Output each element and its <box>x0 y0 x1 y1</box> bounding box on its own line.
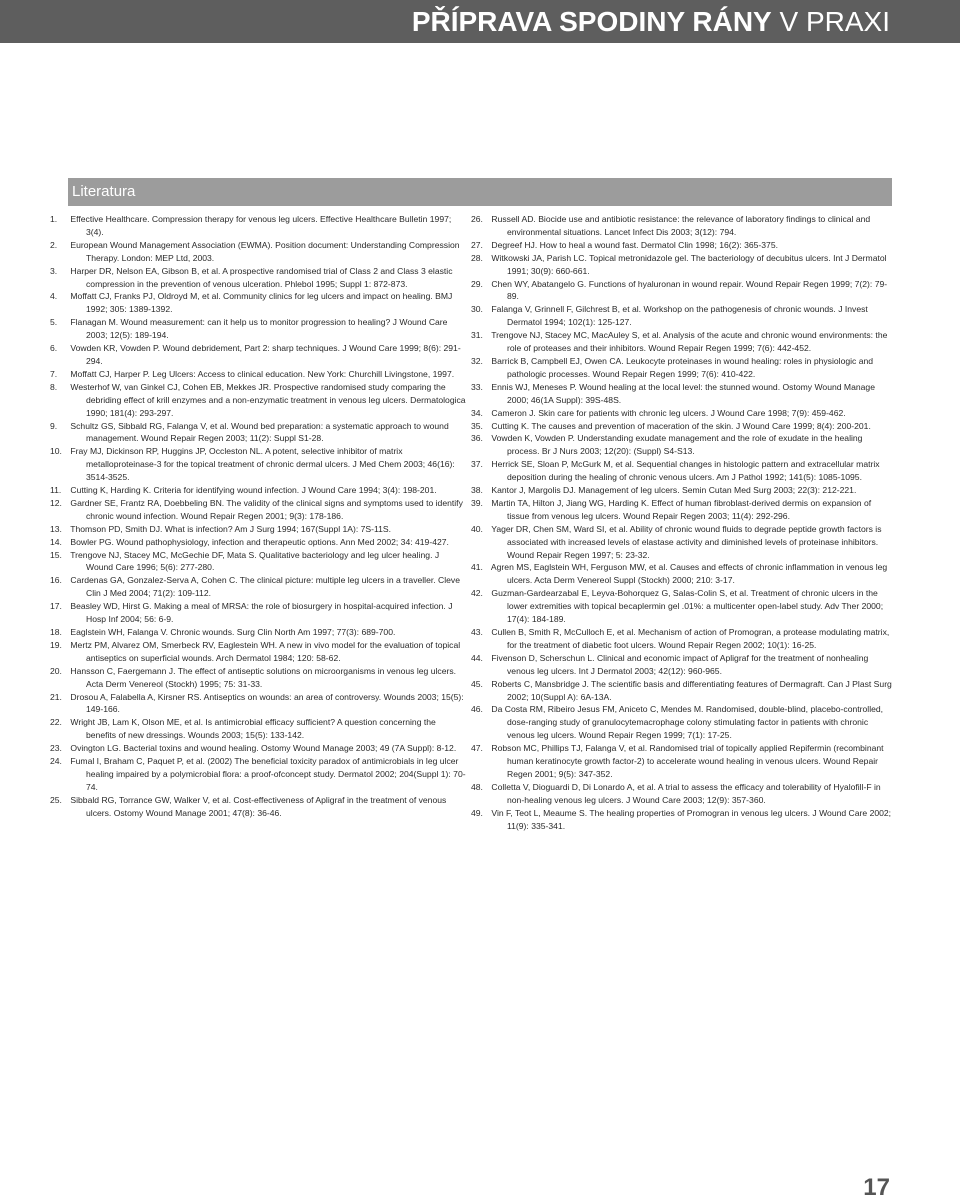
reference-item: 48. Colletta V, Dioguardi D, Di Lonardo A, et al. A trial to assess the efficacy and tolerability of Hyalofill-F in non-healing venous leg ulcers. J Wound Care 2003; 12(9): 357-360. <box>471 781 881 805</box>
reference-text: Bowler PG. Wound pathophysiology, infection and therapeutic options. Ann Med 2002; 34: 419-427. <box>70 536 449 547</box>
reference-text: Mertz PM, Alvarez OM, Smerbeck RV, Eaglestein WH. A new in vivo model for the evaluation of topical antiseptics on superficial wounds. Arch Dermatol 1984; 120: 58-62. <box>70 639 461 663</box>
reference-text: Da Costa RM, Ribeiro Jesus FM, Aniceto C, Mendes M. Randomised, double-blind, placebo-controlled, dose-ranging study of granulocytemacrophage colony stimulating factor in patients with chronic venous leg ulcers. Wound Repair Regen 1999; 7(1): 17-25. <box>491 704 884 741</box>
reference-item: 37. Herrick SE, Sloan P, McGurk M, et al. Sequential changes in histologic pattern and extracellular matrix deposition during the healing of chronic venous ulcers. Am J Pathol 1992; 141(5): 1085-1095. <box>471 459 880 483</box>
reference-text: Degreef HJ. How to heal a wound fast. Dermatol Clin 1998; 16(2): 365-375. <box>491 239 779 250</box>
reference-item: 5. Flanagan M. Wound measurement: can it help us to monitor progression to healing? J Wound Care 2003; 12(5): 189-194. <box>50 317 448 341</box>
reference-text: Sibbald RG, Torrance GW, Walker V, et al. Cost-effectiveness of Apligraf in the treatment of venous ulcers. Ostomy Wound Manage 2001; 47(8): 36-46. <box>70 794 447 818</box>
reference-item: 49. Vin F, Teot L, Meaume S. The healing properties of Promogran in venous leg ulcers. J Wound Care 2002; 11(9): 335-341. <box>471 807 892 831</box>
reference-text: Martin TA, Hilton J, Jiang WG, Harding K. Effect of human fibroblast-derived dermis on expansion of tissue from venous leg ulcers. Wound Repair Regen 2003; 11(4): 292-296. <box>491 497 872 521</box>
reference-item: 43. Cullen B, Smith R, McCulloch E, et al. Mechanism of action of Promogran, a protease modulating matrix, for the treatment of diabetic foot ulcers. Wound Repair Regen 2002; 10(1): 16-25. <box>471 627 890 650</box>
reference-item: 27. Degreef HJ. How to heal a wound fast. Dermatol Clin 1998; 16(2): 365-375. <box>471 239 779 250</box>
reference-text: Cutting K. The causes and prevention of maceration of the skin. J Wound Care 1999; 8(4): 200-201. <box>491 420 871 431</box>
reference-text: Effective Healthcare. Compression therapy for venous leg ulcers. Effective Healthcare Bulletin 1997; 3(4). <box>70 214 452 237</box>
reference-item: 6. Vowden KR, Vowden P. Wound debridement, Part 2: sharp techniques. J Wound Care 1999; 8(6): 291-294. <box>50 343 461 366</box>
page-header-title <box>412 5 890 39</box>
reference-item: 32. Barrick B, Campbell EJ, Owen CA. Leukocyte proteinases in wound healing: roles in physiologic and pathologic processes. Wound Repair Regen 1999; 7(6): 410-422. <box>471 355 874 379</box>
reference-item: 1. Effective Healthcare. Compression therapy for venous leg ulcers. Effective Healthcare Bulletin 1997; 3(4). <box>50 214 452 237</box>
reference-text: Gardner SE, Frantz RA, Doebbeling BN. The validity of the clinical signs and symptoms used to identify chronic wound infection. Wound Repair Regen 2001; 9(3): 178-186. <box>70 497 463 521</box>
reference-text: Russell AD. Biocide use and antibiotic resistance: the relevance of laboratory findings to clinical and environmental situations. Lancet Infect Dis 2003; 3(12): 794. <box>491 214 871 237</box>
reference-item: 22. Wright JB, Lam K, Olson ME, et al. Is antimicrobial efficacy sufficient? A question concerning the benefits of new dressings. Wounds 2003; 15(5): 133-142. <box>50 717 436 741</box>
reference-item: 23. Ovington LG. Bacterial toxins and wound healing. Ostomy Wound Manage 2003; 49 (7A Suppl): 8-12. <box>50 743 457 754</box>
reference-text: Moffatt CJ, Harper P. Leg Ulcers: Access to clinical education. New York: Churchill Livingstone, 1997. <box>70 368 455 379</box>
reference-text: Vin F, Teot L, Meaume S. The healing properties of Promogran in venous leg ulcers. J Wound Care 2002; 11(9): 335-341. <box>491 807 892 831</box>
reference-text: Drosou A, Falabella A, Kirsner RS. Antiseptics on wounds: an area of controversy. Wounds 2003; 15(5): 149-166. <box>70 691 464 715</box>
reference-item: 24. Fumal I, Braham C, Paquet P, et al. (2002) The beneficial toxicity paradox of antimicrobials in leg ulcer healing impaired by a polymicrobial flora: a proof-ofconcept study. Dermatol 2002; 204(Suppl 1): 70-74. <box>50 756 466 792</box>
reference-item: 45. Roberts C, Mansbridge J. The scientific basis and differentiating features of Dermagraft. Can J Plast Surg 2002; 10(Suppl A): 6A-13A. <box>471 678 892 702</box>
reference-text: Wright JB, Lam K, Olson ME, et al. Is antimicrobial efficacy sufficient? A question concerning the benefits of new dressings. Wounds 2003; 15(5): 133-142. <box>70 717 436 741</box>
section-heading-bar <box>68 178 892 206</box>
reference-item: 46. Da Costa RM, Ribeiro Jesus FM, Aniceto C, Mendes M. Randomised, double-blind, placebo-controlled, dose-ranging study of granulocytemacrophage colony stimulating factor in patients with chronic venous leg ulcers. Wound Repair Regen 1999; 7(1): 17-25. <box>471 704 884 741</box>
reference-text: Falanga V, Grinnell F, Gilchrest B, et al. Workshop on the pathogenesis of chronic wounds. J Invest Dermatol 1994; 102(1): 125-127. <box>491 304 868 328</box>
reference-text: Hansson C, Faergemann J. The effect of antiseptic solutions on microorganisms in venous leg ulcers. Acta Derm Venereol (Stockh) 1995; 75: 31-33. <box>70 665 457 689</box>
reference-item: 38. Kantor J, Margolis DJ. Management of leg ulcers. Semin Cutan Med Surg 2003; 22(3): 212-221. <box>471 485 857 496</box>
reference-item: 35. Cutting K. The causes and prevention of maceration of the skin. J Wound Care 1999; 8(4): 200-201. <box>471 420 871 431</box>
reference-item: 29. Chen WY, Abatangelo G. Functions of hyaluronan in wound repair. Wound Repair Regen 1999; 7(2): 79-89. <box>471 278 888 302</box>
header-bar <box>0 0 960 43</box>
reference-item: 36. Vowden K, Vowden P. Understanding exudate management and the role of exudate in the healing process. Br J Nurs 2003; 12(20): (Suppl) S4-S13. <box>471 433 863 457</box>
reference-item: 7. Moffatt CJ, Harper P. Leg Ulcers: Access to clinical education. New York: Churchill Livingstone, 1997. <box>50 368 455 379</box>
reference-item: 11. Cutting K, Harding K. Criteria for identifying wound infection. J Wound Care 1994; 3(4): 198-201. <box>50 485 437 496</box>
reference-item: 9. Schultz GS, Sibbald RG, Falanga V, et al. Wound bed preparation: a systematic approach to wound management. Wound Repair Regen 2003; 11(2): Suppl S1-28. <box>50 420 449 444</box>
reference-text: Fivenson D, Scherschun L. Clinical and economic impact of Apligraf for the treatment of nonhealing venous leg ulcers. Int J Dermatol 2003; 42(12): 960-965. <box>491 652 869 676</box>
reference-item: 31. Trengove NJ, Stacey MC, MacAuley S, et al. Analysis of the acute and chronic wound environments: the role of proteases and their inhibitors. Wound Repair Regen 1999; 7(6): 442-452. <box>471 330 888 354</box>
reference-item: 18. Eaglstein WH, Falanga V. Chronic wounds. Surg Clin North Am 1997; 77(3): 689-700. <box>50 627 396 637</box>
reference-text: Thomson PD, Smith DJ. What is infection? Am J Surg 1994; 167(Suppl 1A): 7S-11S. <box>70 523 392 534</box>
reference-text: Schultz GS, Sibbald RG, Falanga V, et al. Wound bed preparation: a systematic approach to wound management. Wound Repair Regen 2003; 11(2): Suppl S1-28. <box>70 420 449 444</box>
reference-item: 10. Fray MJ, Dickinson RP, Huggins JP, Occleston NL. A potent, selective inhibitor of matrix metalloproteinase-3 for the topical treatment of chronic dermal ulcers. J Med Chem 2003; 46(16): 3514-3525. <box>50 446 455 483</box>
reference-text: Roberts C, Mansbridge J. The scientific basis and differentiating features of Dermagraft. Can J Plast Surg 2002; 10(Suppl A): 6A-13A. <box>491 678 892 702</box>
reference-item: 41. Agren MS, Eaglstein WH, Ferguson MW, et al. Causes and effects of chronic inflammation in venous leg ulcers. Acta Derm Venereol Suppl (Stockh) 2000; 210: 3-17. <box>471 562 888 586</box>
reference-text: Cullen B, Smith R, McCulloch E, et al. Mechanism of action of Promogran, a protease modulating matrix, for the treatment of diabetic foot ulcers. Wound Repair Regen 2002; 10(1): 16-25. <box>491 627 890 650</box>
reference-item: 34. Cameron J. Skin care for patients with chronic leg ulcers. J Wound Care 1998; 7(9): 459-462. <box>471 407 846 418</box>
reference-item: 14. Bowler PG. Wound pathophysiology, infection and therapeutic options. Ann Med 2002; 34: 419-427. <box>50 536 449 547</box>
references-column-left <box>50 213 468 820</box>
reference-text: Vowden K, Vowden P. Understanding exudate management and the role of exudate in the healing process. Br J Nurs 2003; 12(20): (Suppl) S4-S13. <box>491 433 863 457</box>
reference-text: Fumal I, Braham C, Paquet P, et al. (2002) The beneficial toxicity paradox of antimicrobials in leg ulcer healing impaired by a polymicrobial flora: a proof-ofconcept study. Dermatol 2002; 204(Suppl 1): 70-74. <box>70 756 466 792</box>
reference-text: Vowden KR, Vowden P. Wound debridement, Part 2: sharp techniques. J Wound Care 1999; 8(6): 291-294. <box>70 343 461 366</box>
reference-item: 2. European Wound Management Association (EWMA). Position document: Understanding Compression Therapy. London: MEP Ltd, 2003. <box>50 239 460 263</box>
reference-item: 17. Beasley WD, Hirst G. Making a meal of MRSA: the role of biosurgery in hospital-acquired infection. J Hosp Inf 2004; 56: 6-9. <box>50 601 453 625</box>
reference-text: Yager DR, Chen SM, Ward SI, et al. Ability of chronic wound fluids to degrade peptide growth factors is associated with increased levels of elastase activity and diminished levels of proteinase inhibitors. Wound Repair Regen 1997; 5: 23-32. <box>491 523 882 560</box>
references-column-right <box>471 213 892 833</box>
reference-text: Cardenas GA, Gonzalez-Serva A, Cohen C. The clinical picture: multiple leg ulcers in a traveller. Cleve Clin J Med 2004; 71(2): 109-112. <box>70 575 460 599</box>
reference-text: Guzman-Gardearzabal E, Leyva-Bohorquez G, Salas-Colin S, et al. Treatment of chronic ulcers in the lower extremities with topical becaplermin gel .01%: a multicenter open-label study. Adv Ther 2000; 17(4): 184-189. <box>491 588 884 625</box>
reference-text: Chen WY, Abatangelo G. Functions of hyaluronan in wound repair. Wound Repair Regen 1999; 7(2): 79-89. <box>491 278 888 302</box>
reference-text: Agren MS, Eaglstein WH, Ferguson MW, et al. Causes and effects of chronic inflammation in venous leg ulcers. Acta Derm Venereol Suppl (Stockh) 2000; 210: 3-17. <box>490 562 888 586</box>
reference-item: 25. Sibbald RG, Torrance GW, Walker V, et al. Cost-effectiveness of Apligraf in the treatment of venous ulcers. Ostomy Wound Manage 2001; 47(8): 36-46. <box>50 794 447 818</box>
reference-text: Ennis WJ, Meneses P. Wound healing at the local level: the stunned wound. Ostomy Wound Manage 2000; 46(1A Suppl): 39S-48S. <box>491 381 875 405</box>
reference-item: 19. Mertz PM, Alvarez OM, Smerbeck RV, Eaglestein WH. A new in vivo model for the evaluation of topical antiseptics on superficial wounds. Arch Dermatol 1984; 120: 58-62. <box>50 639 461 663</box>
reference-text: Fray MJ, Dickinson RP, Huggins JP, Occleston NL. A potent, selective inhibitor of matrix metalloproteinase-3 for the topical treatment of chronic dermal ulcers. J Med Chem 2003; 46(16): 3514-3525. <box>70 446 455 483</box>
reference-text: Herrick SE, Sloan P, McGurk M, et al. Sequential changes in histologic pattern and extracellular matrix deposition during the healing of chronic venous ulcers. Am J Pathol 1992; 141(5): 1085-1095. <box>491 459 880 483</box>
reference-text: Cutting K, Harding K. Criteria for identifying wound infection. J Wound Care 1994; 3(4): 198-201. <box>70 485 437 496</box>
page-number: 17 <box>863 1174 890 1201</box>
reference-item: 21. Drosou A, Falabella A, Kirsner RS. Antiseptics on wounds: an area of controversy. Wounds 2003; 15(5): 149-166. <box>50 691 464 715</box>
section-title: Literatura <box>72 183 136 200</box>
reference-item: 47. Robson MC, Phillips TJ, Falanga V, et al. Randomised trial of topically applied Repifermin (recombinant human keratinocyte growth factor-2) to accelerate wound healing in venous ulcers. Wound Repair Regen 2001; 9(5): 347-352. <box>471 743 884 779</box>
reference-text: Witkowski JA, Parish LC. Topical metronidazole gel. The bacteriology of decubitus ulcers. Int J Dermatol 1991; 30(9): 660-661. <box>491 252 887 276</box>
reference-item: 13. Thomson PD, Smith DJ. What is infection? Am J Surg 1994; 167(Suppl 1A): 7S-11S. <box>50 523 392 534</box>
reference-item: 3. Harper DR, Nelson EA, Gibson B, et al. A prospective randomised trial of Class 2 and Class 3 elastic compression in the prevention of venous ulceration. Phlebol 1995; Suppl 1: 872-873. <box>50 265 453 289</box>
reference-text: Westerhof W, van Ginkel CJ, Cohen EB, Mekkes JR. Prospective randomised study comparing the debriding effect of krill enzymes and a non-enzymatic treatment in venous leg ulcers. Dermatologica 1990; 181(4): 293-297. <box>70 381 466 418</box>
reference-item: 16. Cardenas GA, Gonzalez-Serva A, Cohen C. The clinical picture: multiple leg ulcers in a traveller. Cleve Clin J Med 2004; 71(2): 109-112. <box>50 575 460 599</box>
reference-item: 15. Trengove NJ, Stacey MC, McGechie DF, Mata S. Qualitative bacteriology and leg ulcer healing. J Wound Care 1996; 5(6): 277-280. <box>50 549 440 573</box>
reference-text: Barrick B, Campbell EJ, Owen CA. Leukocyte proteinases in wound healing: roles in physiologic and pathologic processes. Wound Repair Regen 1999; 7(6): 410-422. <box>491 355 874 379</box>
reference-item: 26. Russell AD. Biocide use and antibiotic resistance: the relevance of laboratory findings to clinical and environmental situations. Lancet Infect Dis 2003; 3(12): 794. <box>471 214 871 237</box>
reference-text: Robson MC, Phillips TJ, Falanga V, et al. Randomised trial of topically applied Repifermin (recombinant human keratinocyte growth factor-2) to accelerate wound healing in venous ulcers. Wound Repair Regen 2001; 9(5): 347-352. <box>491 743 884 779</box>
reference-item: 44. Fivenson D, Scherschun L. Clinical and economic impact of Apligraf for the treatment of nonhealing venous leg ulcers. Int J Dermatol 2003; 42(12): 960-965. <box>471 652 869 676</box>
reference-item: 40. Yager DR, Chen SM, Ward SI, et al. Ability of chronic wound fluids to degrade peptide growth factors is associated with increased levels of elastase activity and diminished levels of proteinase inhibitors. Wound Repair Regen 1997; 5: 23-32. <box>471 523 882 560</box>
reference-text: European Wound Management Association (EWMA). Position document: Understanding Compression Therapy. London: MEP Ltd, 2003. <box>70 239 460 263</box>
reference-text: Kantor J, Margolis DJ. Management of leg ulcers. Semin Cutan Med Surg 2003; 22(3): 212-221. <box>491 485 857 496</box>
header-title-bold: PŘÍPRAVA SPODINY RÁNY <box>411 6 772 37</box>
reference-text: Ovington LG. Bacterial toxins and wound healing. Ostomy Wound Manage 2003; 49 (7A Suppl): 8-12. <box>70 743 457 754</box>
reference-text: Trengove NJ, Stacey MC, MacAuley S, et al. Analysis of the acute and chronic wound environments: the role of proteases and their inhibitors. Wound Repair Regen 1999; 7(6): 442-452. <box>491 330 888 354</box>
reference-item: 33. Ennis WJ, Meneses P. Wound healing at the local level: the stunned wound. Ostomy Wound Manage 2000; 46(1A Suppl): 39S-48S. <box>471 381 875 405</box>
reference-item: 4. Moffatt CJ, Franks PJ, Oldroyd M, et al. Community clinics for leg ulcers and impact on healing. BMJ 1992; 305: 1389-1392. <box>50 291 453 315</box>
reference-text: Moffatt CJ, Franks PJ, Oldroyd M, et al. Community clinics for leg ulcers and impact on healing. BMJ 1992; 305: 1389-1392. <box>70 291 453 315</box>
header-title-light: V PRAXI <box>779 6 890 37</box>
reference-item: 20. Hansson C, Faergemann J. The effect of antiseptic solutions on microorganisms in venous leg ulcers. Acta Derm Venereol (Stockh) 1995; 75: 31-33. <box>50 665 457 689</box>
reference-item: 8. Westerhof W, van Ginkel CJ, Cohen EB, Mekkes JR. Prospective randomised study comparing the debriding effect of krill enzymes and a non-enzymatic treatment in venous leg ulcers. Dermatologica 1990; 181(4): 293-297. <box>50 381 466 418</box>
reference-item: 28. Witkowski JA, Parish LC. Topical metronidazole gel. The bacteriology of decubitus ulcers. Int J Dermatol 1991; 30(9): 660-661. <box>471 252 887 276</box>
reference-item: 39. Martin TA, Hilton J, Jiang WG, Harding K. Effect of human fibroblast-derived dermis on expansion of tissue from venous leg ulcers. Wound Repair Regen 2003; 11(4): 292-296. <box>471 497 872 521</box>
reference-item: 12. Gardner SE, Frantz RA, Doebbeling BN. The validity of the clinical signs and symptoms used to identify chronic wound infection. Wound Repair Regen 2001; 9(3): 178-186. <box>50 497 463 521</box>
reference-text: Cameron J. Skin care for patients with chronic leg ulcers. J Wound Care 1998; 7(9): 459-462. <box>491 407 846 418</box>
reference-text: Flanagan M. Wound measurement: can it help us to monitor progression to healing? J Wound Care 2003; 12(5): 189-194. <box>70 317 448 341</box>
reference-text: Trengove NJ, Stacey MC, McGechie DF, Mata S. Qualitative bacteriology and leg ulcer healing. J Wound Care 1996; 5(6): 277-280. <box>70 549 440 573</box>
reference-text: Eaglstein WH, Falanga V. Chronic wounds. Surg Clin North Am 1997; 77(3): 689-700. <box>70 627 396 637</box>
reference-text: Colletta V, Dioguardi D, Di Lonardo A, et al. A trial to assess the efficacy and tolerability of Hyalofill-F in non-healing venous leg ulcers. J Wound Care 2003; 12(9): 357-360. <box>491 781 881 805</box>
reference-text: Beasley WD, Hirst G. Making a meal of MRSA: the role of biosurgery in hospital-acquired infection. J Hosp Inf 2004; 56: 6-9. <box>70 601 453 625</box>
reference-item: 42. Guzman-Gardearzabal E, Leyva-Bohorquez G, Salas-Colin S, et al. Treatment of chronic ulcers in the lower extremities with topical becaplermin gel .01%: a multicenter open-label study. Adv Ther 2000; 17(4): 184-189. <box>471 588 884 625</box>
reference-text: Harper DR, Nelson EA, Gibson B, et al. A prospective randomised trial of Class 2 and Class 3 elastic compression in the prevention of venous ulceration. Phlebol 1995; Suppl 1: 872-873. <box>70 265 453 289</box>
reference-item: 30. Falanga V, Grinnell F, Gilchrest B, et al. Workshop on the pathogenesis of chronic wounds. J Invest Dermatol 1994; 102(1): 125-127. <box>471 304 868 328</box>
